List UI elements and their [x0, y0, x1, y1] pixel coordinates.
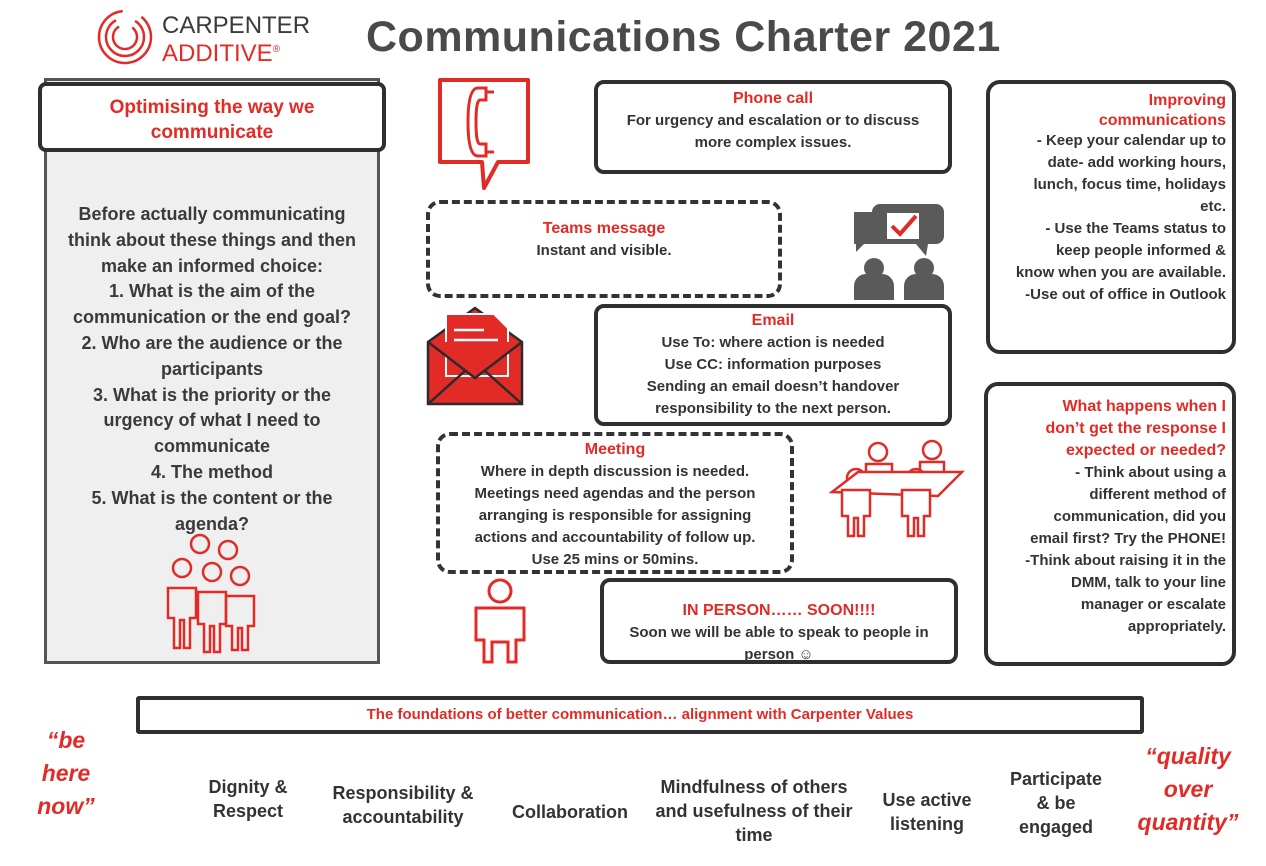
left-panel-body	[44, 202, 380, 537]
what-happens-line: - Think about using a	[1075, 464, 1226, 481]
page-title: Communications Charter 2021	[366, 13, 1001, 61]
improving-line: date- add working hours,	[1047, 154, 1226, 171]
foundations-banner	[136, 696, 1144, 734]
logo-registered-mark: ®	[272, 44, 281, 55]
meeting-title: Meeting	[584, 441, 646, 458]
improving-card	[986, 80, 1236, 354]
envelope-icon	[422, 300, 528, 408]
what-happens-line: different method of	[1089, 486, 1226, 503]
value-dignity	[180, 775, 316, 823]
left-heading-line2: communicate	[150, 122, 274, 143]
left-line: make an informed choice:	[100, 255, 324, 276]
improving-line: keep people informed &	[1055, 242, 1226, 259]
value-line: time	[735, 825, 773, 845]
in-person-line2: person ☺	[744, 646, 814, 663]
teams-message-card	[426, 200, 782, 298]
email-line: Sending an email doesn’t handover	[646, 378, 900, 395]
email-line: Use To: where action is needed	[661, 334, 885, 351]
quote-right-line: over	[1163, 776, 1213, 802]
in-person-line1: Soon we will be able to speak to people in	[629, 624, 929, 641]
improving-line: know when you are available.	[1015, 264, 1226, 281]
value-line: Dignity &	[208, 777, 288, 797]
improving-line: -Use out of office in Outlook	[1025, 286, 1226, 303]
phone-call-line1: For urgency and escalation or to discuss	[626, 112, 920, 129]
what-happens-title: don’t get the response I	[1045, 420, 1226, 437]
quote-right-line: quantity”	[1137, 809, 1239, 835]
foundations-banner-text: The foundations of better communication… alignment with Carpenter Values	[366, 706, 914, 723]
left-line: urgency of what I need to	[103, 410, 321, 431]
meeting-line: Meetings need agendas and the person	[474, 485, 756, 502]
left-line: 4. The method	[150, 461, 273, 482]
value-line: and usefulness of their	[655, 801, 853, 821]
left-line: communication or the end goal?	[72, 307, 351, 328]
left-line: communicate	[153, 436, 271, 457]
improving-title-line1: Improving	[1148, 92, 1226, 109]
left-line: participants	[160, 358, 264, 379]
carpenter-logo-icon	[96, 8, 154, 66]
logo-line2-text: ADDITIVE	[162, 40, 273, 67]
value-line: Respect	[212, 801, 284, 821]
value-collaboration	[500, 800, 640, 824]
meeting-line: arranging is responsible for assigning	[478, 507, 752, 524]
value-mindfulness	[640, 775, 868, 847]
value-line: & be	[1036, 793, 1076, 813]
value-line: engaged	[1018, 817, 1093, 837]
what-happens-line: manager or escalate	[1080, 596, 1226, 613]
meeting-line: Use 25 mins or 50mins.	[531, 551, 699, 568]
left-line: 1. What is the aim of the	[108, 281, 316, 302]
in-person-title: IN PERSON…… SOON!!!!	[682, 602, 876, 619]
value-line: Responsibility &	[332, 783, 474, 803]
value-line: Collaboration	[512, 802, 628, 822]
meeting-line: actions and accountability of follow up.	[474, 529, 756, 546]
email-title: Email	[751, 312, 795, 329]
person-icon	[470, 578, 530, 664]
what-happens-card	[984, 382, 1236, 666]
left-line: agenda?	[174, 513, 249, 534]
what-happens-line: email first? Try the PHONE!	[1030, 530, 1226, 547]
teams-title: Teams message	[542, 220, 666, 237]
what-happens-line: -Think about raising it in the	[1025, 552, 1226, 569]
what-happens-line: DMM, talk to your line	[1070, 574, 1226, 591]
email-line: responsibility to the next person.	[655, 400, 891, 417]
left-line: 2. Who are the audience or the	[81, 332, 343, 353]
group-people-icon	[160, 530, 270, 655]
in-person-card	[600, 578, 958, 664]
improving-line: - Use the Teams status to	[1045, 220, 1226, 237]
improving-line: etc.	[1200, 198, 1226, 215]
teams-line1: Instant and visible.	[536, 242, 672, 259]
left-line: 5. What is the content or the	[91, 487, 333, 508]
email-card	[594, 304, 952, 426]
logo	[96, 8, 311, 68]
left-line: 3. What is the priority or the	[92, 384, 332, 405]
what-happens-title: expected or needed?	[1065, 442, 1226, 459]
chat-people-icon	[846, 198, 956, 302]
improving-line: - Keep your calendar up to	[1036, 132, 1226, 149]
what-happens-line: appropriately.	[1127, 618, 1226, 635]
quote-left	[26, 724, 106, 823]
value-participate	[994, 767, 1118, 839]
what-happens-title: What happens when I	[1062, 398, 1226, 415]
phone-call-line2: more complex issues.	[694, 134, 852, 151]
meeting-line: Where in depth discussion is needed.	[480, 463, 750, 480]
value-line: accountability	[342, 807, 464, 827]
email-line: Use CC: information purposes	[664, 356, 882, 373]
left-line: think about these things and then	[68, 229, 356, 250]
meeting-card	[436, 432, 794, 574]
improving-line: lunch, focus time, holidays	[1033, 176, 1226, 193]
left-panel-heading	[42, 95, 382, 145]
logo-line1: CARPENTER	[162, 12, 311, 39]
value-listening	[868, 788, 986, 836]
value-line: listening	[889, 814, 964, 834]
phone-call-title: Phone call	[732, 90, 814, 107]
quote-right	[1126, 740, 1250, 839]
left-heading-line1: Optimising the way we	[109, 97, 315, 118]
meeting-table-icon	[828, 438, 968, 538]
improving-title-line2: communications	[1098, 112, 1226, 129]
value-line: Mindfulness of others	[660, 777, 848, 797]
logo-line2	[162, 38, 280, 66]
phone-bubble-icon	[436, 76, 532, 194]
quote-left-line: “be	[46, 727, 86, 753]
value-responsibility	[318, 781, 488, 829]
phone-call-card	[594, 80, 952, 174]
quote-left-line: now”	[37, 793, 95, 819]
what-happens-line: communication, did you	[1053, 508, 1226, 525]
quote-right-line: “quality	[1145, 743, 1231, 769]
what-happens-body	[980, 396, 1226, 638]
value-line: Use active	[882, 790, 972, 810]
left-panel-heading-box	[38, 82, 386, 152]
improving-body	[980, 90, 1226, 306]
left-line: Before actually communicating	[78, 204, 346, 224]
quote-left-line: here	[41, 760, 91, 786]
value-line: Participate	[1009, 769, 1103, 789]
